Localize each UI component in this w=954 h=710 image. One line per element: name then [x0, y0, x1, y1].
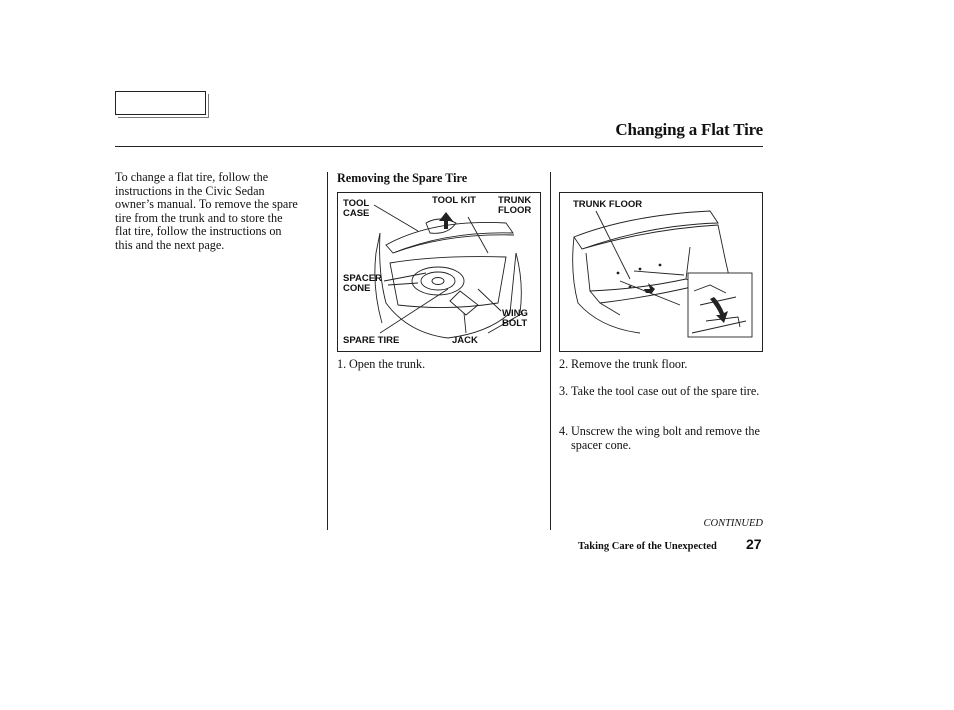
- step-number: 2.: [559, 357, 569, 371]
- step-number: 3.: [559, 384, 569, 398]
- page-number: 27: [746, 536, 762, 552]
- figure-open-trunk: [337, 192, 541, 352]
- step-number: 4.: [559, 424, 569, 438]
- step-1: [337, 358, 547, 372]
- continued-note: CONTINUED: [703, 518, 763, 529]
- title-rule: [115, 146, 763, 147]
- step-3: [559, 385, 764, 399]
- label-trunk-floor-2: TRUNK FLOOR: [573, 199, 643, 210]
- label-tool-case: TOOL CASE: [343, 198, 370, 219]
- step-text: Remove the trunk floor.: [571, 357, 688, 371]
- footer-section-label: Taking Care of the Unexpected: [578, 541, 717, 552]
- trunk-floor-illustration: [560, 193, 764, 353]
- label-spare-tire: SPARE TIRE: [343, 335, 400, 346]
- step-text: Take the tool case out of the spare tire.: [571, 384, 760, 398]
- figure-remove-trunk-floor: [559, 192, 763, 352]
- section-heading: Removing the Spare Tire: [337, 171, 468, 185]
- label-tool-kit: TOOL KIT: [432, 195, 476, 206]
- step-number: 1.: [337, 357, 347, 371]
- step-text: Open the trunk.: [349, 357, 426, 371]
- column-divider-1: [327, 172, 328, 530]
- label-trunk-floor: TRUNK FLOOR: [498, 195, 532, 216]
- section-tab-box: [115, 91, 206, 115]
- step-text: Unscrew the wing bolt and remove the spacer cone.: [571, 424, 760, 452]
- label-spacer-cone: SPACER CONE: [343, 273, 382, 294]
- column-divider-2: [550, 172, 551, 530]
- step-4: [559, 425, 764, 452]
- label-jack: JACK: [452, 335, 478, 346]
- label-wing-bolt: WING BOLT: [502, 308, 528, 329]
- intro-paragraph: To change a flat tire, follow the instructions in the Civic Sedan owner’s manual. To remove the spare tire from the trunk and to store the flat tire, follow the instructions on this and the next page.: [115, 170, 298, 252]
- step-2: [559, 358, 764, 372]
- page-title: Changing a Flat Tire: [615, 120, 763, 139]
